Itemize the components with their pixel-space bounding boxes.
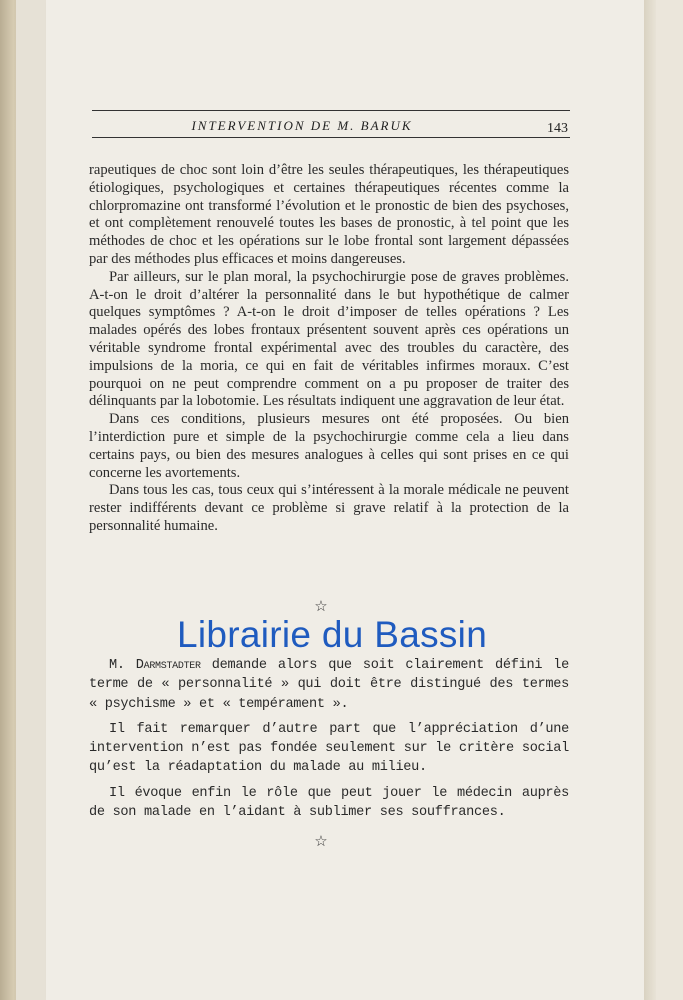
paragraph: Dans ces conditions, plusieurs mesures ont été proposées. Ou bien l’interdiction pure et simple de la psychochirurgie comme cela a lieu dans certains pays, ou bien des mesures analogues à celles qui sont prises en ce qui concerne les avortements. [89,411,569,481]
paragraph [89,656,569,714]
star-separator-icon: ☆ [314,834,328,850]
body-text-block-2 [89,656,569,828]
star-separator-icon: ☆ [314,599,328,615]
speaker-name: M. Darmstadter [109,658,201,673]
paragraph: Il évoque enfin le rôle que peut jouer le médecin auprès de son malade en l’aidant à sublimer ses souffrances. [89,785,569,821]
body-text-block-1 [89,162,569,536]
paragraph: Il fait remarquer d’autre part que l’appréciation d’une intervention n’est pas fondée seulement sur le critère social qu’est la réadaptation du malade au milieu. [89,721,569,776]
running-head: INTERVENTION DE M. BARUK [191,118,413,133]
page-edge [644,0,656,1000]
paragraph-text: demande alors que soit clairement défini le terme de « personnalité » qui doit être distingué des termes « psychisme » et « tempérament ». [89,658,569,712]
header-rule-bottom [92,137,570,138]
paragraph: Par ailleurs, sur le plan moral, la psychochirurgie pose de graves problèmes. A-t-on le droit d’altérer la personnalité dans le but hypothétique de calmer quelques symptômes ? A-t-on le droit d’imposer de telles opérations ? Les malades opérés des lobes frontaux présentent souvent après ces opérations un véritable syndrome frontal expérimental avec des troubles du caractère, des impulsions de la moria, ce qui en fait de véritables infirmes moraux. C’est pourquoi on ne peut comprendre comment on a pu proposer de traiter des délinquants par la lobotomie. Les résultats indiquent une aggravation de leur état. [89,268,569,410]
paragraph: Dans tous les cas, tous ceux qui s’intéressent à la morale médicale ne peuvent rester indifférents devant ce problème si grave relatif à la protection de la personnalité humaine. [89,482,569,534]
header-rule-top [92,110,570,111]
page-number: 143 [547,121,568,136]
page-header [92,110,570,140]
watermark-text: Librairie du Bassin [177,614,488,655]
paragraph: rapeutiques de choc sont loin d’être les seules thérapeutiques, les thérapeutiques étiologiques, psychologiques et certaines thérapeutiques récentes comme la chlorpromazine ont transformé l’évolution et le pronostic de bien des psychoses, et ont complètement renouvelé toutes les bases de pronostic, à tel point que les méthodes de choc et les opérations sur le lobe frontal sont largement dépassées par des méthodes plus efficaces et moins dangereuses. [89,162,569,267]
